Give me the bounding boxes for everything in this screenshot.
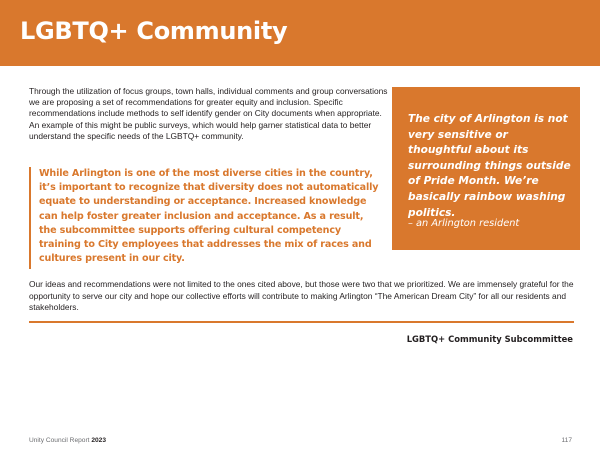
resident-quote-attribution: – an Arlington resident (408, 218, 520, 229)
intro-paragraph: Through the utilization of focus groups, town halls, individual comments and group conversations we are proposing a set of recommendations for greater equity and inclusion. Specific recommendations include methods to self identify gender on City documents when appropriate. An example of this might be public surveys, which would help garner statistical data to better understand the specific needs of the LGBTQ+ community. (29, 86, 388, 141)
pull-quote-block (29, 167, 383, 269)
section-divider (29, 321, 574, 323)
page-number: 117 (561, 437, 572, 444)
page-title: LGBTQ+ Community (20, 17, 288, 45)
report-year: 2023 (91, 437, 106, 444)
report-name: Unity Council Report (29, 437, 90, 444)
subcommittee-signature: LGBTQ+ Community Subcommittee (406, 334, 573, 344)
closing-paragraph: Our ideas and recommendations were not limited to the ones cited above, but those were two that we prioritized. We are immensely grateful for the opportunity to serve our city and hope our collective efforts will contribute to making Arlington “The American Dream City” for all our residents and stakeholders. (29, 279, 574, 313)
footer-report-name (29, 437, 106, 444)
resident-quote-text: The city of Arlington is not very sensitive or thoughtful about its surrounding things outside of Pride Month. We’re basically rainbow washing politics. (408, 113, 571, 219)
title-banner (0, 0, 600, 66)
resident-quote-box (392, 87, 580, 250)
pull-quote-text: While Arlington is one of the most diverse cities in the country, it’s important to recognize that diversity does not automatically equate to understanding or acceptance. Increased knowledge can help foster greater inclusion and acceptance. As a result, the subcommittee supports offering cultural competency training to City employees that addresses the mix of races and cultures present in our city. (39, 168, 379, 265)
